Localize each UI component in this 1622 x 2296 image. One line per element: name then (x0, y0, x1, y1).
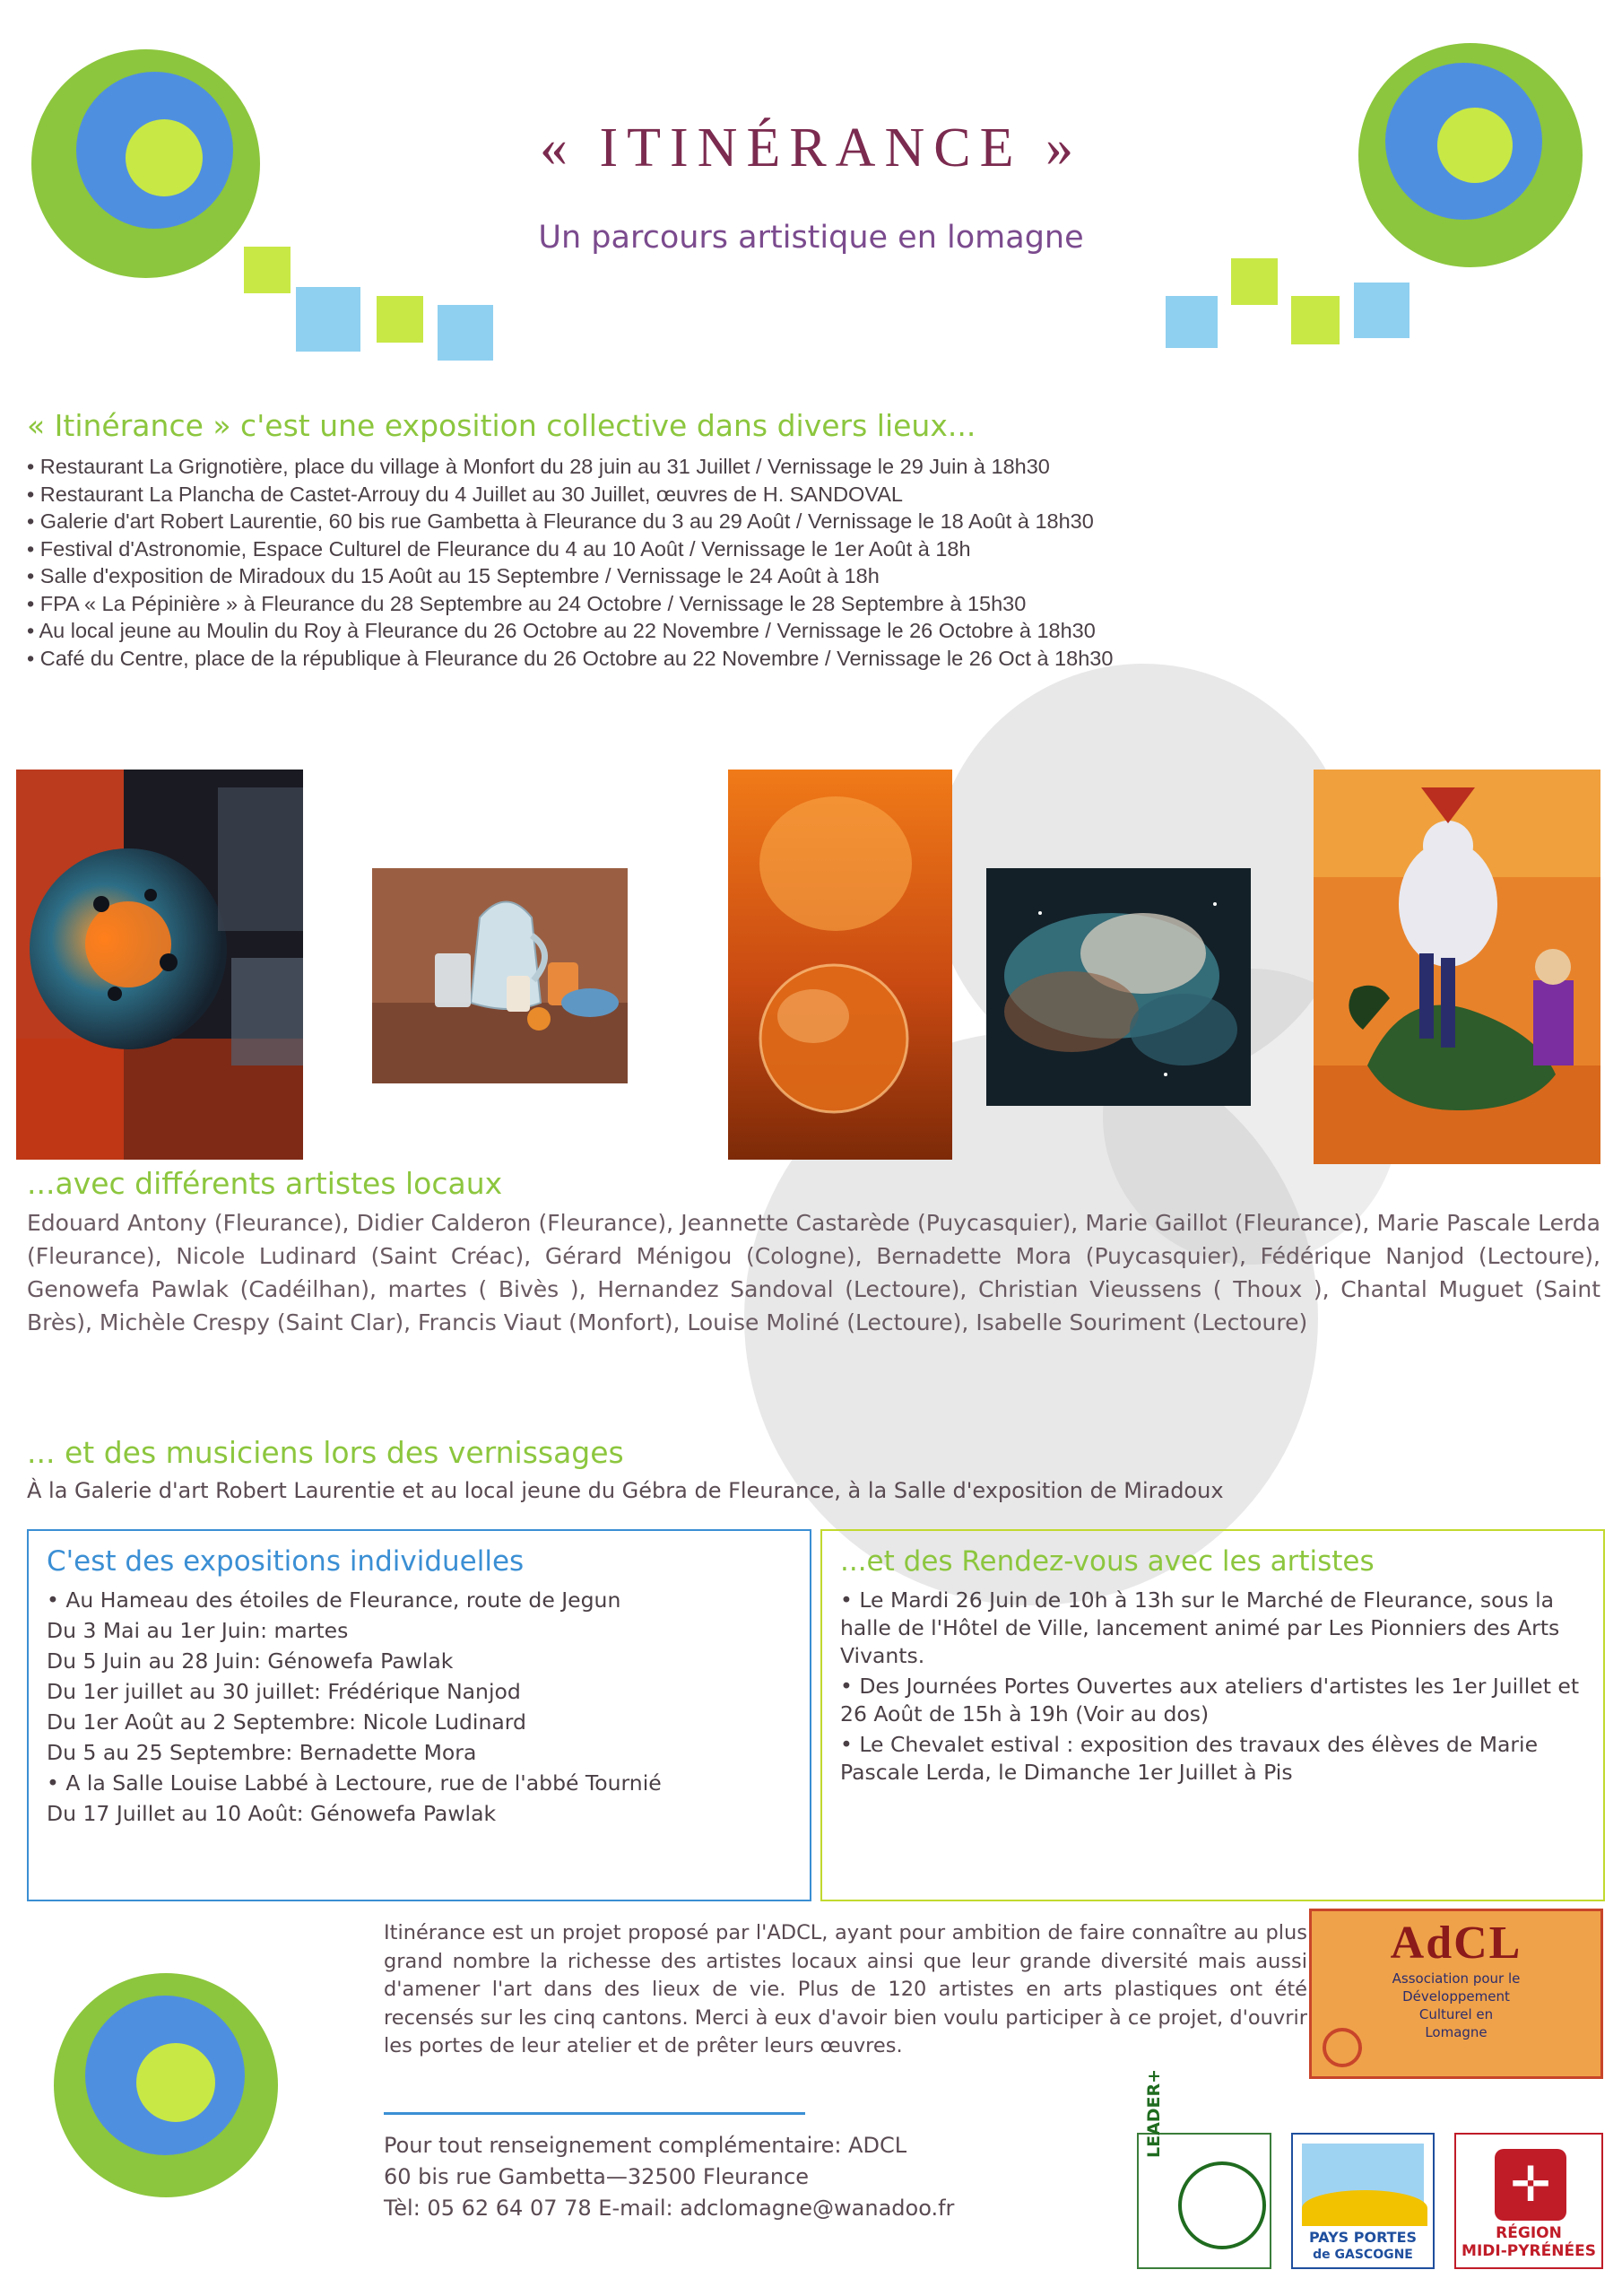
logo-circle-footer (54, 1973, 278, 2197)
page-title: « ITINÉRANCE » (540, 117, 1082, 178)
decor-square (377, 296, 423, 343)
region-label-line1: RÉGION (1496, 2224, 1562, 2242)
adcl-sub-line: Culturel en (1418, 2006, 1494, 2022)
individual-expos-box (27, 1529, 811, 1901)
artwork-abstract-blue-orange (16, 770, 303, 1160)
list-item: • Des Journées Portes Ouvertes aux ateliers d'artistes les 1er Juillet et 26 Août de 15h à 19h (Voir au dos) (840, 1674, 1580, 1726)
individual-expos-heading: C'est des expositions individuelles (47, 1545, 525, 1578)
artists-text: Edouard Antony (Fleurance), Didier Calderon (Fleurance), Jeannette Castarède (Puycasquier), Marie Gaillot (Fleurance), Marie Pascale Lerda (Fleurance), Nicole Ludinard (Saint Créac), Gérard Ménigou (Cologne), Bernadette Mora (Puycasquier), Fédérique Nanjod (Lectoure), Genowefa Pawlak (Cadéilhan), martes ( Bivès ), Hernandez Sandoval (Lectoure), Christian Vieussens ( Thoux ), Chantal Muguet (Saint Brès), Michèle Crespy (Saint Clar), Francis Viaut (Monfort), Louise Moliné (Lectoure), Isabelle Souriment (Lectoure) (27, 1210, 1600, 1335)
list-item: • Salle d'exposition de Miradoux du 15 Août au 15 Septembre / Vernissage le 24 Août à 18h (27, 562, 1605, 590)
list-item: • Festival d'Astronomie, Espace Culturel de Fleurance du 4 au 10 Août / Vernissage le 1er Août à 18h (27, 535, 1605, 563)
list-item: • Café du Centre, place de la république à Fleurance du 26 Octobre au 22 Novembre / Vernissage le 26 Oct à 18h30 (27, 645, 1605, 673)
adcl-logo (1309, 1909, 1603, 2079)
list-item: • Au local jeune au Moulin du Roy à Fleurance du 26 Octobre au 22 Novembre / Vernissage le 26 Octobre à 18h30 (27, 617, 1605, 645)
musicians-text: À la Galerie d'art Robert Laurentie et au local jeune du Gébra de Fleurance, à la Salle d'exposition de Miradoux (27, 1478, 1224, 1503)
venues-heading: « Itinérance » c'est une exposition collective dans divers lieux... (27, 408, 976, 443)
list-item: • Restaurant La Grignotière, place du village à Monfort du 28 juin au 31 Juillet / Vernissage le 29 Juin à 18h30 (27, 453, 1605, 481)
leader-circle-icon (1178, 2161, 1266, 2249)
decor-square (296, 287, 360, 352)
decor-square (1166, 296, 1218, 348)
list-item: • A la Salle Louise Labbé à Lectoure, rue de l'abbé Tournié (47, 1770, 662, 1796)
footer-paragraph: Itinérance est un projet proposé par l'ADCL, ayant pour ambition de faire connaître au plus grand nombre la richesse des artistes locaux ainsi que leur grande diversité mais aussi d'amener l'art dans des lieux de vie. Plus de 120 artistes en arts plastiques ont été recensés sur les cinq cantons. Merci à eux d'avoir bien voulu participer à ce projet, d'ouvrir les portes de leur atelier et de prêter leurs œuvres. (384, 1921, 1307, 2057)
list-item: Du 3 Mai au 1er Juin: martes (47, 1618, 349, 1643)
artwork-bullfight (1314, 770, 1600, 1164)
venues-list (27, 453, 1605, 672)
decor-square (1231, 258, 1278, 305)
leader-label: LEADER+ (1144, 2068, 1164, 2158)
pays-portes-de-gascogne-logo (1291, 2133, 1435, 2269)
decor-square (1291, 296, 1340, 344)
list-item: • Restaurant La Plancha de Castet-Arrouy du 4 Juillet au 30 Juillet, œuvres de H. SANDOVAL (27, 481, 1605, 509)
list-item: Du 17 Juillet au 10 Août: Génowefa Pawlak (47, 1801, 497, 1826)
footer-contact (384, 2130, 1191, 2224)
gascogne-label-line1: PAYS PORTES (1308, 2229, 1418, 2246)
adcl-ring-decor (1323, 2028, 1362, 2067)
list-item: • Le Mardi 26 Juin de 10h à 13h sur le Marché de Fleurance, sous la halle de l'Hôtel de Ville, lancement animé par Les Pionniers des Arts Vivants. (840, 1587, 1560, 1668)
list-item: Du 5 Juin au 28 Juin: Génowefa Pawlak (47, 1648, 454, 1674)
occitan-cross-icon (1495, 2149, 1566, 2221)
decor-square (438, 305, 493, 361)
list-item: • Galerie d'art Robert Laurentie, 60 bis rue Gambetta à Fleurance du 3 au 29 Août / Vernissage le 18 Août à 18h30 (27, 508, 1605, 535)
rendezvous-heading: ...et des Rendez-vous avec les artistes (840, 1545, 1375, 1578)
gascogne-hill-shape (1302, 2190, 1427, 2226)
list-item: • Le Chevalet estival : exposition des travaux des élèves de Marie Pascale Lerda, le Dimanche 1er Juillet à Pis (840, 1732, 1539, 1785)
adcl-sub-line: Association pour le (1392, 1970, 1521, 1987)
contact-line: 60 bis rue Gambetta—32500 Fleurance (384, 2164, 810, 2189)
adcl-subtitle (1312, 1970, 1600, 2041)
artwork-orange-abstract-sphere (728, 770, 952, 1160)
artwork-nebula (986, 868, 1251, 1106)
artwork-still-life-coffee-pot (372, 868, 628, 1083)
rendezvous-box (820, 1529, 1605, 1901)
contact-line: Pour tout renseignement complémentaire: ADCL (384, 2133, 907, 2158)
adcl-sub-line: Développement (1402, 1988, 1510, 2005)
list-item: • Au Hameau des étoiles de Fleurance, route de Jegun (47, 1587, 621, 1613)
list-item: Du 5 au 25 Septembre: Bernadette Mora (47, 1740, 477, 1765)
page-subtitle: Un parcours artistique en lomagne (538, 220, 1084, 256)
region-midi-pyrenees-logo (1454, 2133, 1603, 2269)
leader-plus-logo (1137, 2068, 1271, 2269)
adcl-wordmark: AdCL (1390, 1918, 1522, 1969)
decor-square (1354, 283, 1409, 338)
list-item: Du 1er Août au 2 Septembre: Nicole Ludinard (47, 1709, 526, 1735)
gascogne-label-line2: de GASCOGNE (1313, 2248, 1413, 2262)
list-item: • FPA « La Pépinière » à Fleurance du 28 Septembre au 24 Octobre / Vernissage le 28 Septembre à 15h30 (27, 590, 1605, 618)
list-item: Du 1er juillet au 30 juillet: Frédérique Nanjod (47, 1679, 521, 1704)
musicians-heading: ... et des musiciens lors des vernissages (27, 1435, 624, 1470)
region-label-line2: MIDI-PYRÉNÉES (1462, 2242, 1596, 2260)
contact-line: Tèl: 05 62 64 07 78 E-mail: adclomagne@wanadoo.fr (384, 2196, 955, 2221)
footer-divider (384, 2112, 805, 2115)
artists-heading: ...avec différents artistes locaux (27, 1166, 503, 1201)
adcl-sub-line: Lomagne (1425, 2024, 1488, 2040)
